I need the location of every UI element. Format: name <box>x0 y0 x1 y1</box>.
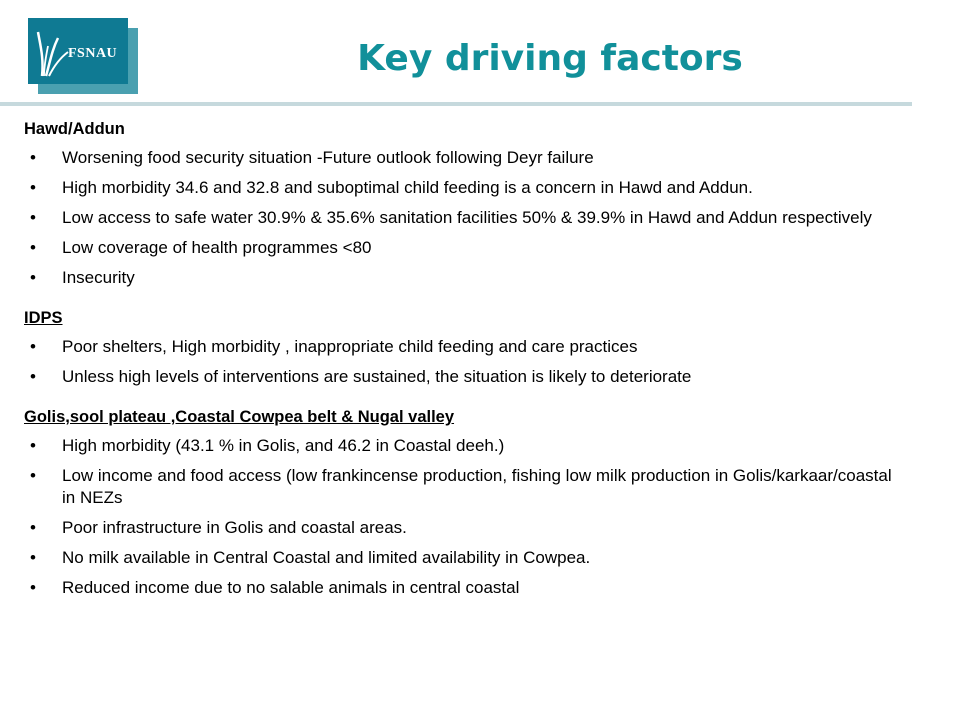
section-gap <box>24 396 904 408</box>
section-heading-hawd-addun: Hawd/Addun <box>24 120 125 138</box>
title-divider <box>0 102 912 106</box>
page-title: Key driving factors <box>357 38 743 79</box>
list-item: • Unless high levels of interventions are sustained, the situation is likely to deteriorate <box>30 367 692 386</box>
bullet-icon: • <box>30 208 36 227</box>
bullet-icon: • <box>30 548 36 567</box>
fsnau-logo <box>28 18 142 96</box>
list-item: • No milk available in Central Coastal and limited availability in Cowpea. <box>30 548 591 567</box>
list-hawd-addun <box>24 147 904 289</box>
list-item: • High morbidity (43.1 % in Golis, and 46.2 in Coastal deeh.) <box>30 436 505 455</box>
list-item: • Low income and food access (low frankincense production, fishing low milk production in Golis/karkaar/coastal in NEZs <box>30 466 892 507</box>
list-item: • Reduced income due to no salable animals in central coastal <box>30 578 520 597</box>
section-heading-idps: IDPS <box>24 309 63 327</box>
list-item: • Low access to safe water 30.9% & 35.6% sanitation facilities 50% & 39.9% in Hawd and Addun respectively <box>30 208 872 227</box>
content-body <box>24 120 904 607</box>
list-item: • Poor infrastructure in Golis and coastal areas. <box>30 518 407 537</box>
list-item: • Worsening food security situation -Future outlook following Deyr failure <box>30 148 594 167</box>
bullet-icon: • <box>30 238 36 257</box>
section-heading-golis: Golis,sool plateau ,Coastal Cowpea belt & Nugal valley <box>24 408 455 426</box>
bullet-icon: • <box>30 367 36 386</box>
bullet-icon: • <box>30 578 36 597</box>
bullet-icon: • <box>30 268 36 287</box>
list-idps <box>24 336 904 388</box>
list-item: • Low coverage of health programmes <80 <box>30 238 372 257</box>
logo-box <box>28 18 128 84</box>
list-item: • Insecurity <box>30 268 135 287</box>
bullet-icon: • <box>30 466 36 485</box>
bullet-icon: • <box>30 148 36 167</box>
bullet-icon: • <box>30 518 36 537</box>
logo-text: FSNAU <box>68 46 118 61</box>
list-item: • Poor shelters, High morbidity , inappropriate child feeding and care practices <box>30 337 638 356</box>
section-gap <box>24 297 904 309</box>
bullet-icon: • <box>30 436 36 455</box>
bullet-icon: • <box>30 178 36 197</box>
bullet-icon: • <box>30 337 36 356</box>
list-item: • High morbidity 34.6 and 32.8 and suboptimal child feeding is a concern in Hawd and Addun. <box>30 178 753 197</box>
list-golis <box>24 435 904 599</box>
